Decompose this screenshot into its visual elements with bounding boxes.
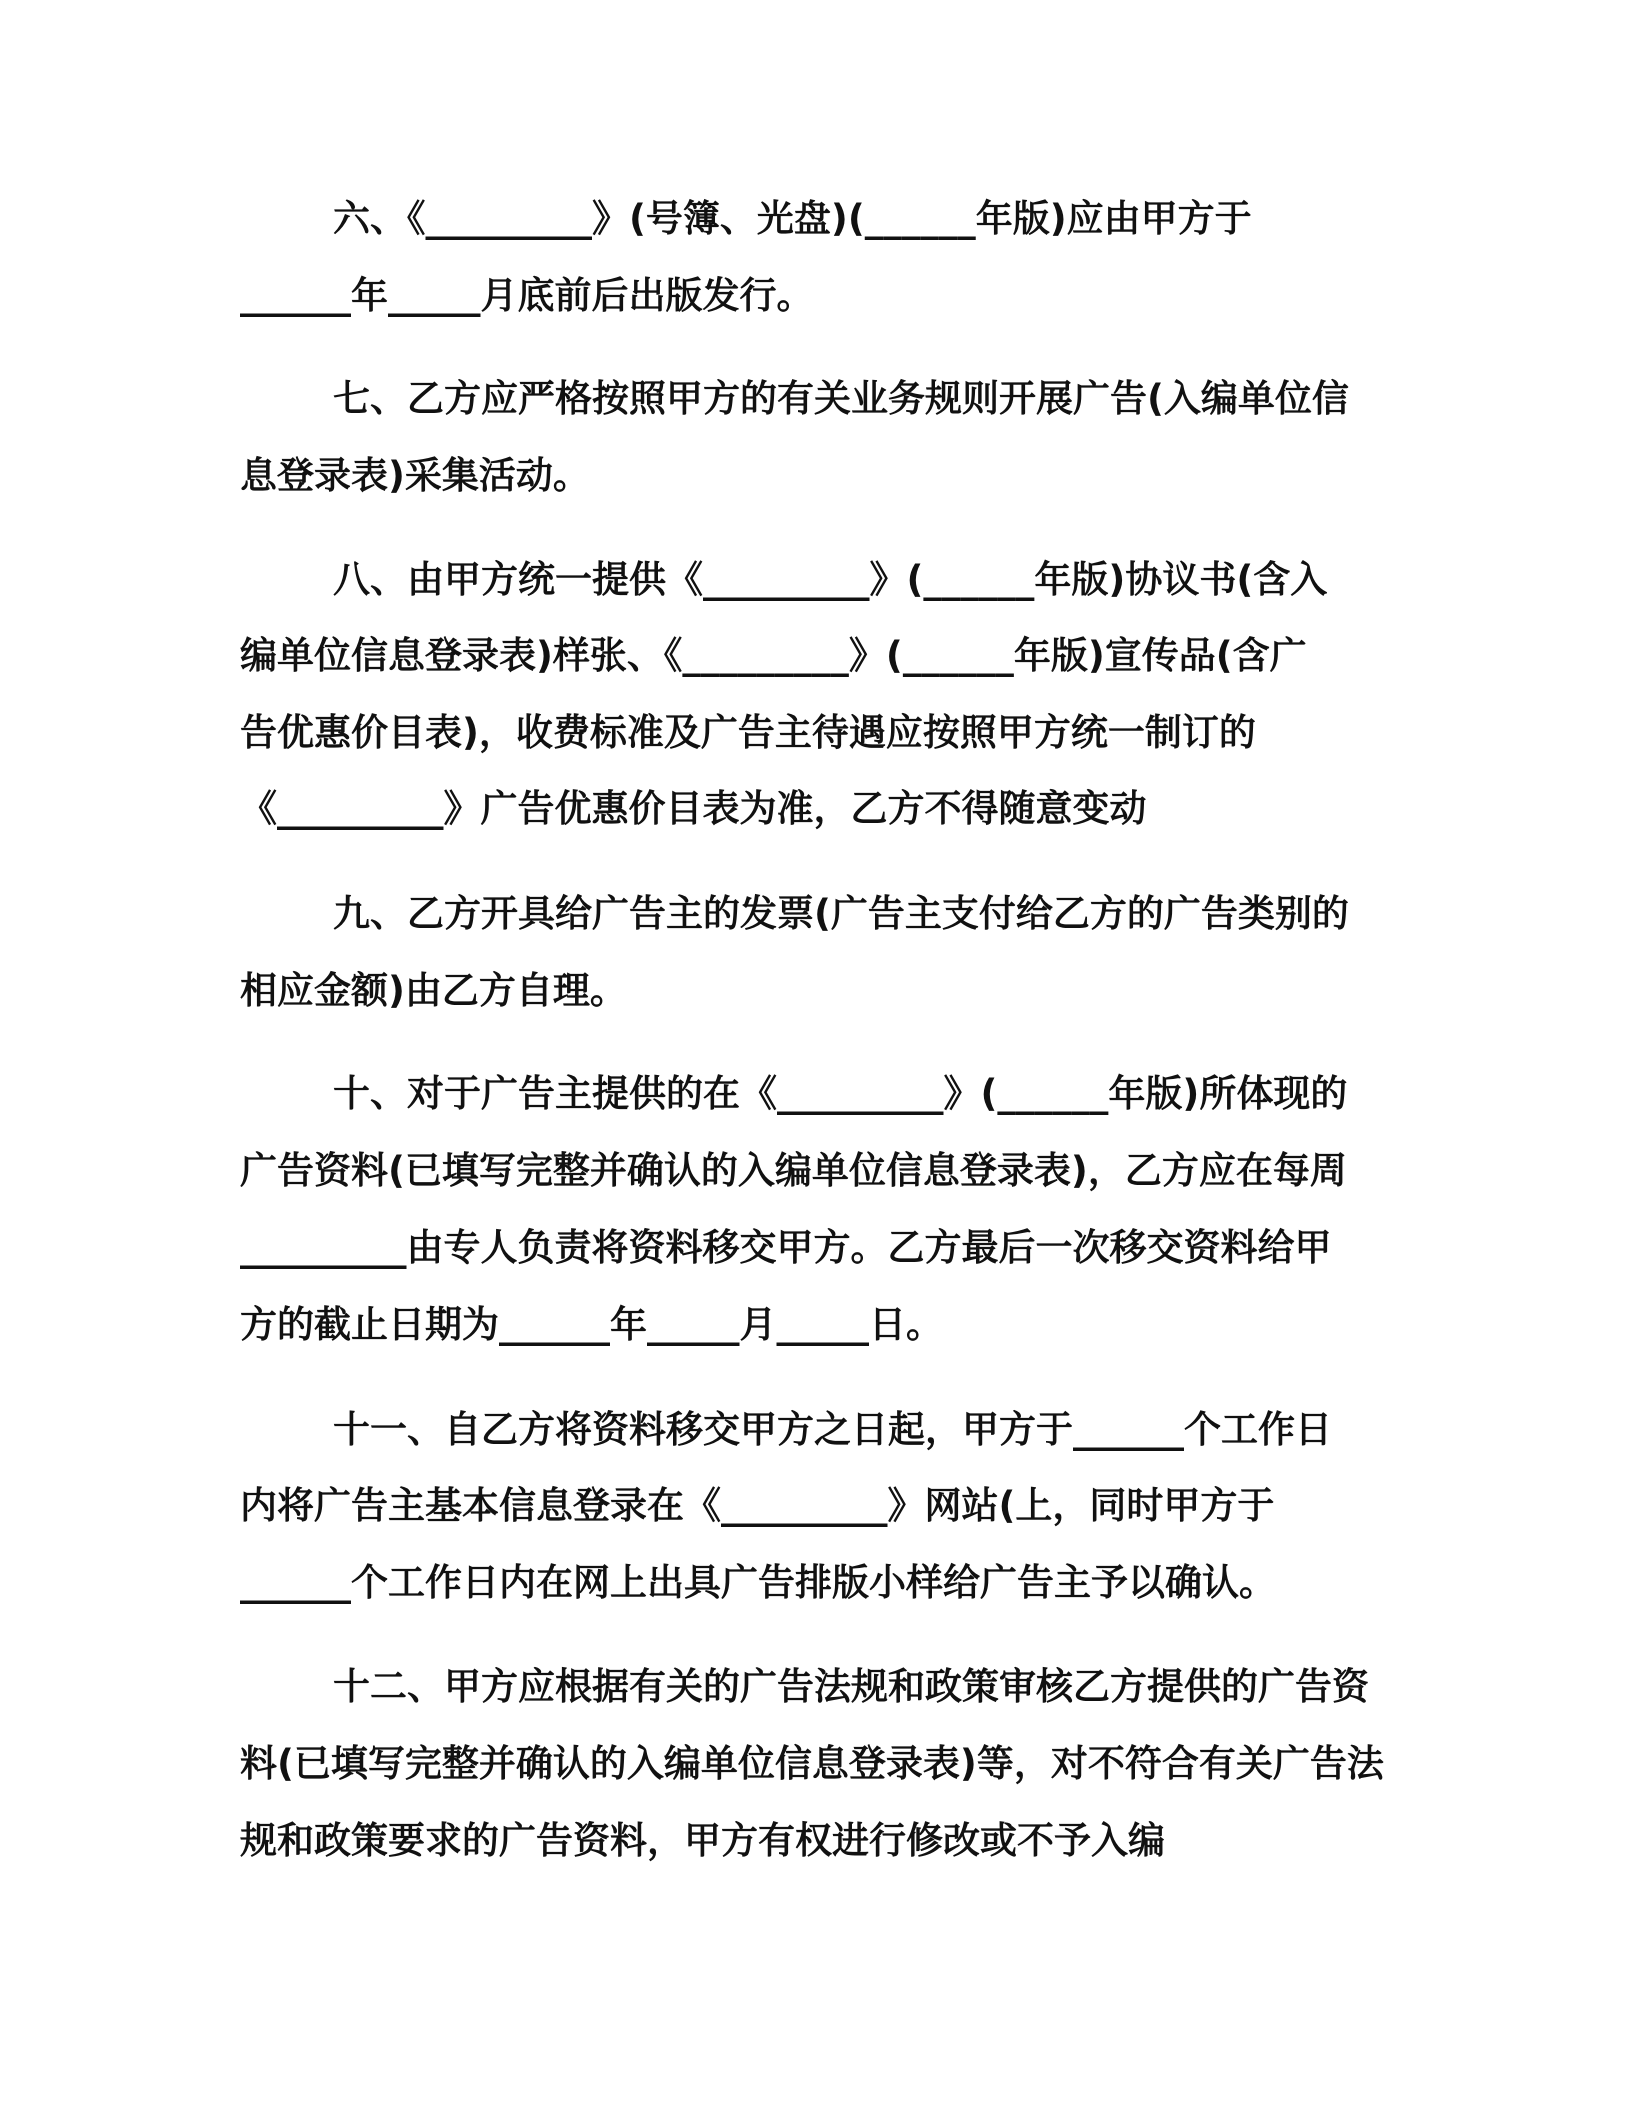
clause-7-line-1: 七、乙方应严格按照甲方的有关业务规则开展广告(入编单位信 bbox=[333, 377, 1349, 420]
clause-11-line-2: 内将广告主基本信息登录在《_________》网站(上，同时甲方于 bbox=[240, 1484, 1275, 1527]
clause-9-line-2: 相应金额)由乙方自理。 bbox=[240, 969, 627, 1012]
clause-10-line-1: 十、对于广告主提供的在《_________》(______年版)所体现的 bbox=[333, 1072, 1348, 1115]
clause-11-line-3: ______个工作日内在网上出具广告排版小样给广告主予以确认。 bbox=[240, 1561, 1276, 1604]
clause-6-line-2: ______年_____月底前后出版发行。 bbox=[240, 274, 814, 317]
clause-8-line-2: 编单位信息登录表)样张、《_________》(______年版)宣传品(含广 bbox=[240, 634, 1307, 677]
clause-7-line-2: 息登录表)采集活动。 bbox=[240, 454, 590, 497]
clause-12-line-2: 料(已填写完整并确认的入编单位信息登录表)等，对不符合有关广告法 bbox=[240, 1742, 1384, 1785]
clause-11-line-1: 十一、自乙方将资料移交甲方之日起，甲方于______个工作日 bbox=[333, 1408, 1332, 1451]
clause-8-line-1: 八、由甲方统一提供《_________》(______年版)协议书(含入 bbox=[333, 558, 1328, 601]
clause-6-line-1: 六、《_________》(号簿、光盘)(______年版)应由甲方于 bbox=[333, 197, 1252, 240]
clause-12-line-1: 十二、甲方应根据有关的广告法规和政策审核乙方提供的广告资 bbox=[333, 1665, 1369, 1708]
clause-8-line-3: 告优惠价目表)，收费标准及广告主待遇应按照甲方统一制订的 bbox=[240, 711, 1256, 754]
clause-12-line-3: 规和政策要求的广告资料，甲方有权进行修改或不予入编 bbox=[240, 1819, 1165, 1862]
clause-10-line-2: 广告资料(已填写完整并确认的入编单位信息登录表)，乙方应在每周 bbox=[240, 1149, 1347, 1192]
clause-10-line-4: 方的截止日期为______年_____月_____日。 bbox=[240, 1303, 943, 1346]
clause-10-line-3: _________由专人负责将资料移交甲方。乙方最后一次移交资料给甲 bbox=[240, 1226, 1332, 1269]
clause-9-line-1: 九、乙方开具给广告主的发票(广告主支付给乙方的广告类别的 bbox=[333, 892, 1349, 935]
clause-8-line-4: 《_________》广告优惠价目表为准，乙方不得随意变动 bbox=[240, 787, 1147, 830]
